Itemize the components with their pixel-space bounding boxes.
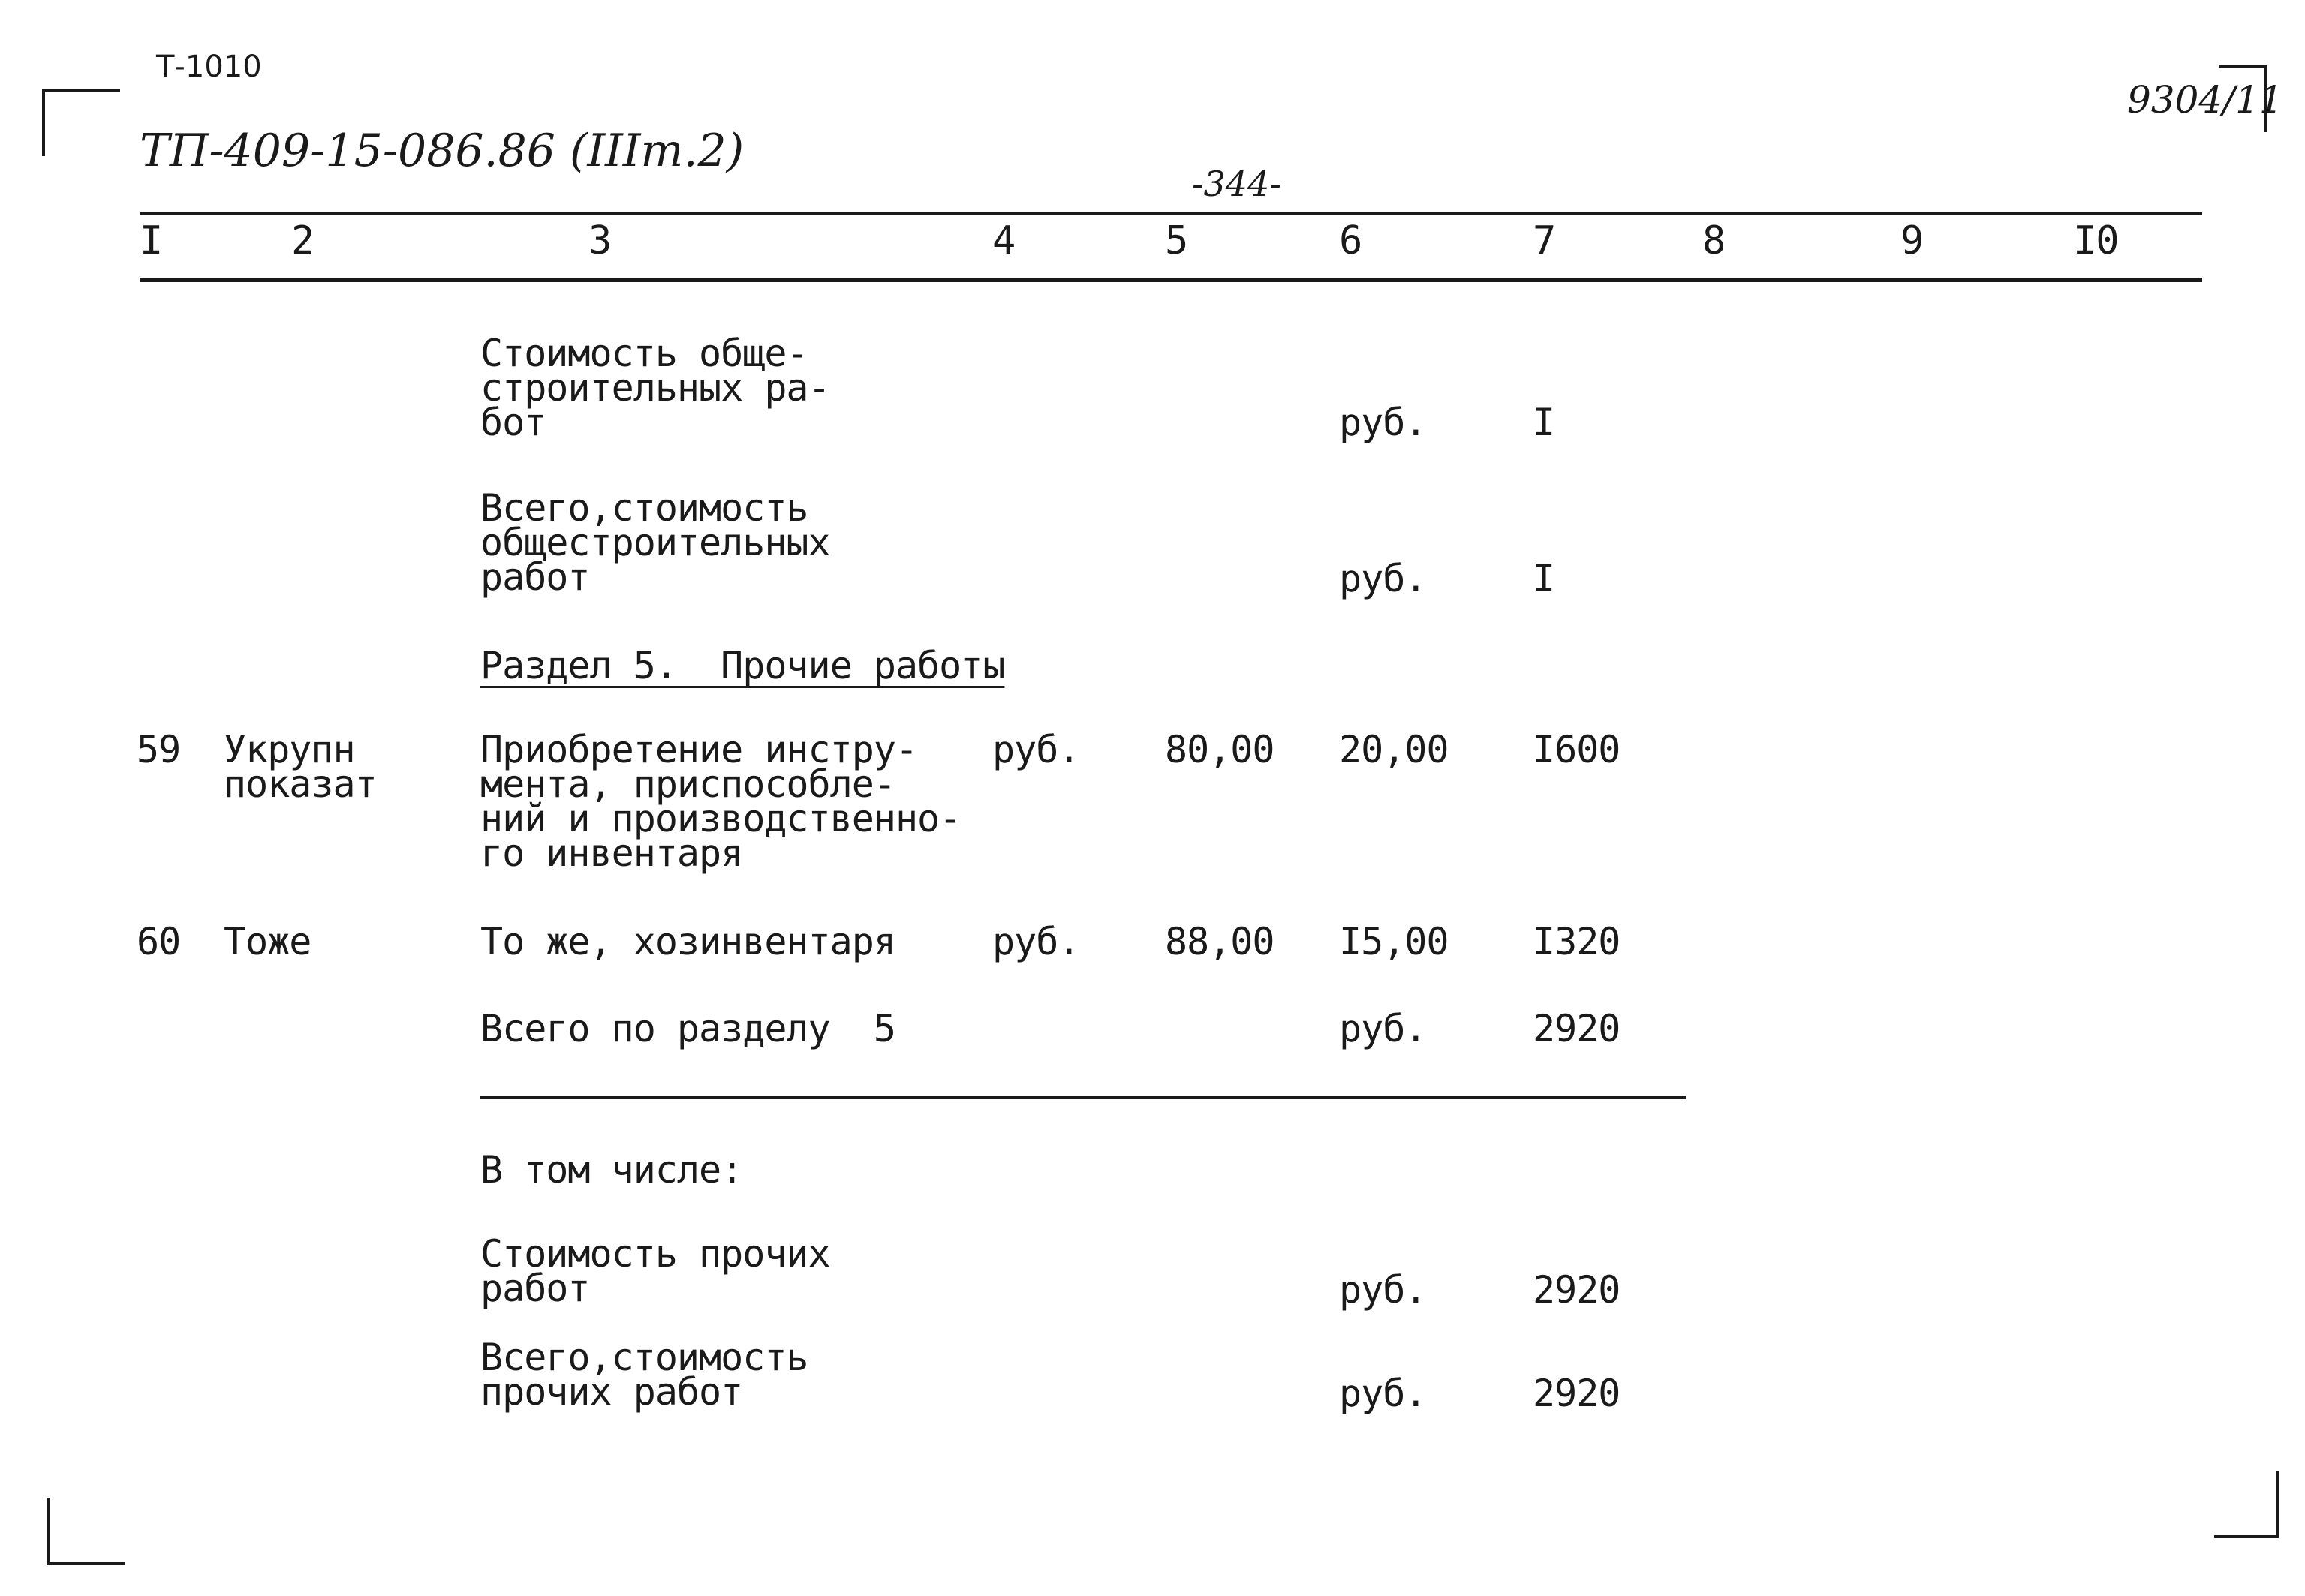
row-0-total: I: [1533, 401, 1555, 444]
column-header-3: 3: [588, 218, 612, 263]
row-60-number: 60: [137, 920, 181, 963]
column-header-10: I0: [2073, 218, 2119, 263]
row-1-total: I: [1533, 557, 1555, 600]
corner-mark-bottom-left: [47, 1498, 125, 1565]
section-title: Раздел 5. Прочие работы: [480, 644, 1005, 687]
row-60-unit: руб.: [992, 920, 1080, 963]
other-works-total-label: Всего,стоимость прочих работ: [480, 1336, 808, 1414]
corner-mark-top-left: [42, 89, 120, 156]
row-59-rate: 80,00: [1165, 728, 1274, 771]
section-total-rule: [480, 1096, 1686, 1099]
header-rule-bottom: [140, 278, 2202, 282]
column-header-8: 8: [1702, 218, 1726, 263]
other-works-cost-value: 2920: [1533, 1268, 1620, 1312]
other-works-total-unit: руб.: [1339, 1372, 1427, 1415]
row-60-rate: 88,00: [1165, 920, 1274, 963]
page-number: -344-: [1192, 164, 1281, 204]
row-59-number: 59: [137, 728, 181, 771]
row-0-unit: руб.: [1339, 401, 1427, 444]
archive-number: 9304/11: [2127, 78, 2283, 122]
row-60-description: То же, хозинвентаря: [480, 920, 895, 963]
column-header-2: 2: [291, 218, 314, 263]
header-rule-top: [140, 212, 2202, 215]
row-1-description: Всего,стоимость общестроительных работ: [480, 486, 830, 599]
column-header-5: 5: [1165, 218, 1188, 263]
row-1-unit: руб.: [1339, 557, 1427, 600]
row-0-description: Стоимость обще- строительных ра- бот: [480, 332, 830, 444]
column-header-4: 4: [992, 218, 1016, 263]
row-59-quantity: 20,00: [1339, 728, 1449, 771]
section-total-unit: руб.: [1339, 1007, 1427, 1050]
column-header-9: 9: [1900, 218, 1924, 263]
row-59-description: Приобретение инстру- мента, приспособле- ний и производственно- го инвентаря: [480, 728, 961, 875]
column-header-1: I: [140, 218, 163, 263]
column-header-7: 7: [1533, 218, 1556, 263]
including-label: В том числе:: [480, 1148, 743, 1192]
section-total-value: 2920: [1533, 1007, 1620, 1050]
row-59-total: I600: [1533, 728, 1620, 771]
column-header-6: 6: [1339, 218, 1362, 263]
row-59-unit: руб.: [992, 728, 1080, 771]
other-works-cost-unit: руб.: [1339, 1268, 1427, 1312]
row-60-quantity: I5,00: [1339, 920, 1449, 963]
row-60-total: I320: [1533, 920, 1620, 963]
row-59-basis: Укрупн показат: [224, 728, 377, 806]
section-total-label: Всего по разделу 5: [480, 1007, 895, 1050]
document-stamp: Т-1010: [156, 50, 262, 84]
row-60-basis: Тоже: [224, 920, 311, 963]
corner-mark-bottom-right: [2214, 1471, 2279, 1538]
project-code: ТП-409-15-086.86 (IIIт.2): [140, 125, 745, 177]
other-works-cost-label: Стоимость прочих работ: [480, 1232, 830, 1310]
other-works-total-value: 2920: [1533, 1372, 1620, 1415]
